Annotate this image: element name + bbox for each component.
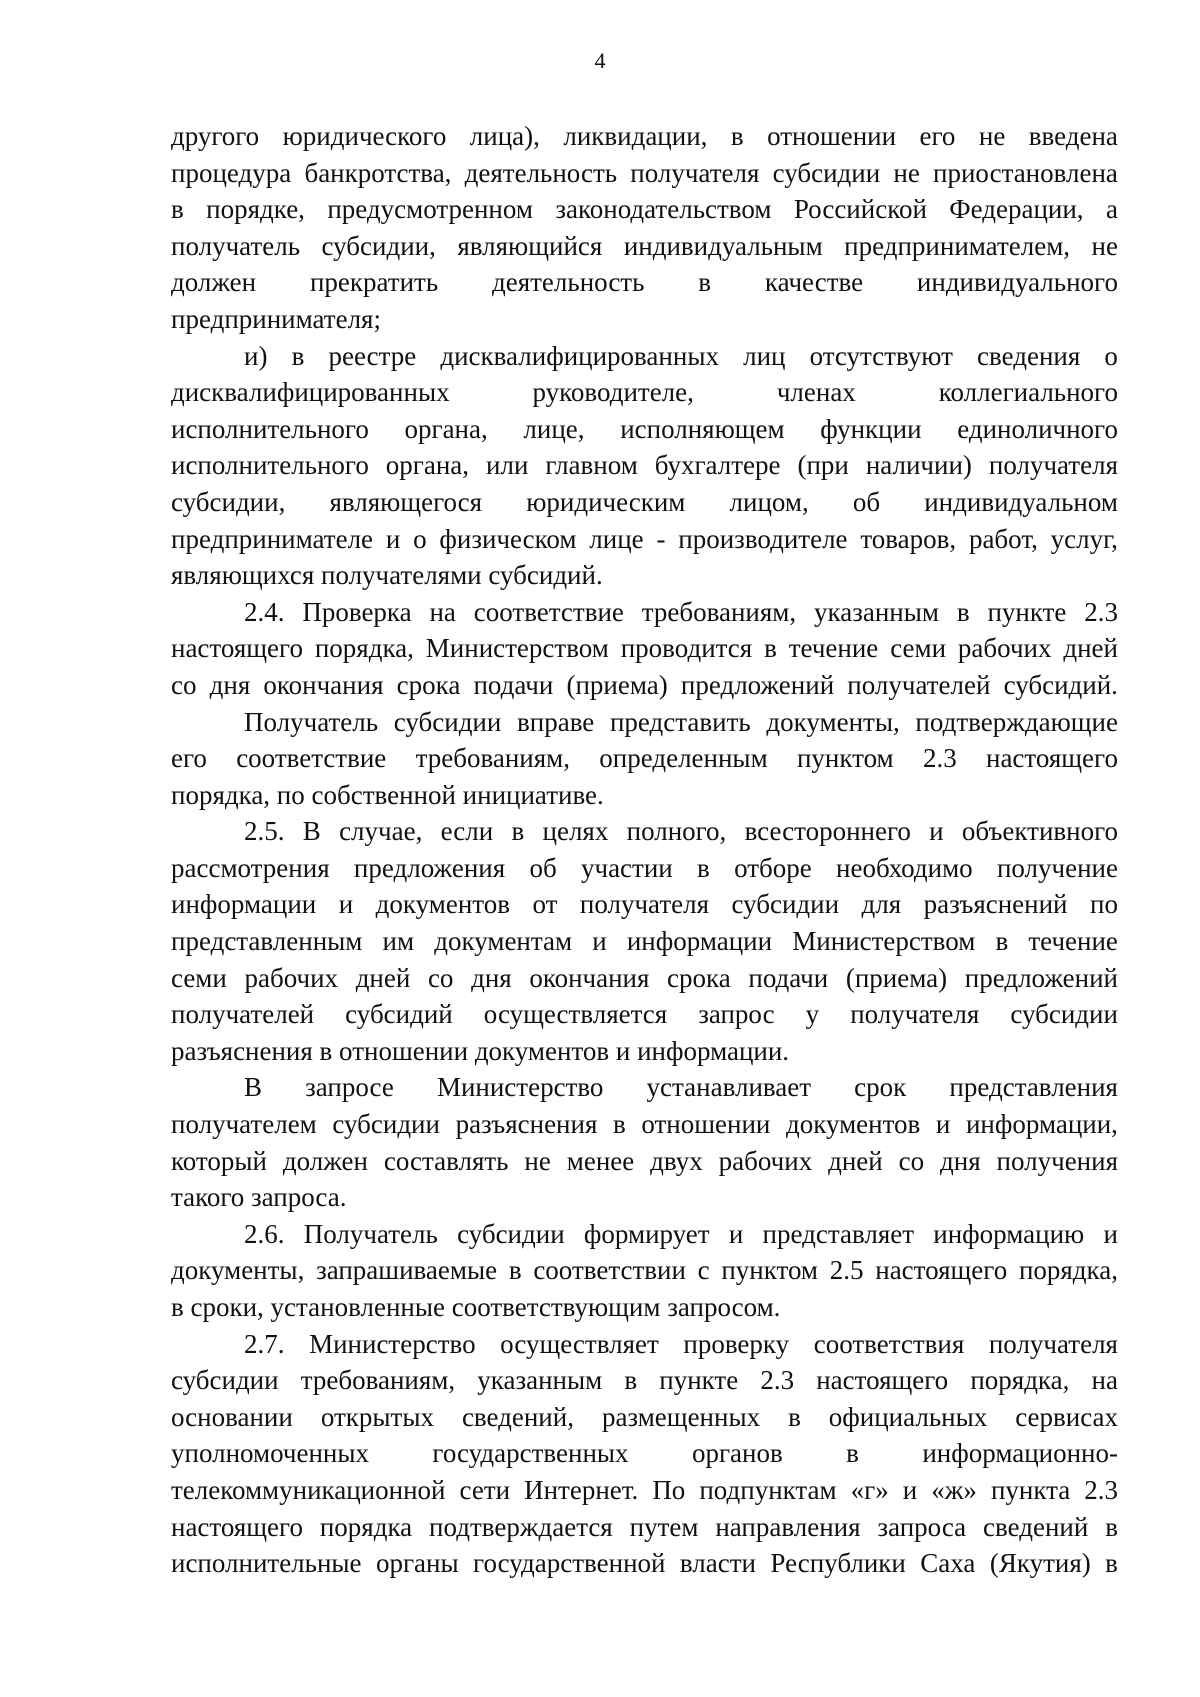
paragraph-clause-2-4-b xyxy=(171,704,1118,814)
text-line: получателем субсидии разъяснения в отношении документов и информации, xyxy=(171,1109,1118,1140)
text-line: уполномоченных государственных органов в информационно- xyxy=(171,1438,1118,1469)
text-line: являющихся получателями субсидий. xyxy=(171,560,603,591)
text-line: телекоммуникационной сети Интернет. По подпунктам «г» и «ж» пункта 2.3 xyxy=(171,1474,1118,1505)
text-line: порядка, по собственной инициативе. xyxy=(171,779,604,810)
text-line: документы, запрашиваемые в соответствии с пунктом 2.5 настоящего порядка, xyxy=(171,1255,1118,1286)
text-line: настоящего порядка, Министерством проводится в течение семи рабочих дней xyxy=(171,633,1118,664)
paragraph-clause-2-5 xyxy=(171,813,1118,1069)
text-line: субсидии требованиям, указанным в пункте 2.3 настоящего порядка, на xyxy=(171,1365,1118,1396)
text-line: 2.4. Проверка на соответствие требованиям, указанным в пункте 2.3 xyxy=(244,596,1118,627)
text-line: субсидии, являющегося юридическим лицом, об индивидуальном xyxy=(171,486,1118,517)
text-line: получатель субсидии, являющийся индивидуальным предпринимателем, не xyxy=(171,230,1118,261)
text-line: со дня окончания срока подачи (приема) предложений получателей субсидий. xyxy=(171,669,1118,700)
text-line: исполнительного органа, лице, исполняющем функции единоличного xyxy=(171,413,1118,444)
document-body xyxy=(171,118,1118,1582)
paragraph-clause-2-4 xyxy=(171,594,1118,704)
text-line: представленным им документам и информации Министерством в течение xyxy=(171,926,1118,957)
text-line: процедура банкротства, деятельность получателя субсидии не приостановлена xyxy=(171,157,1118,188)
text-line: должен прекратить деятельность в качестве индивидуального xyxy=(171,267,1118,298)
text-line: другого юридического лица), ликвидации, в отношении его не введена xyxy=(171,121,1118,151)
text-line: исполнительные органы государственной власти Республики Саха (Якутия) в xyxy=(171,1548,1118,1579)
text-line: предпринимателя; xyxy=(171,303,381,334)
text-line: разъяснения в отношении документов и информации. xyxy=(171,1035,790,1066)
text-line: в порядке, предусмотренном законодательством Российской Федерации, а xyxy=(171,194,1118,225)
text-line: информации и документов от получателя субсидии для разъяснений по xyxy=(171,889,1118,920)
text-line: семи рабочих дней со дня окончания срока подачи (приема) предложений xyxy=(171,962,1118,993)
text-line: основании открытых сведений, размещенных в официальных сервисах xyxy=(171,1401,1118,1432)
text-line: Получатель субсидии вправе представить документы, подтверждающие xyxy=(244,706,1118,737)
text-line: и) в реестре дисквалифицированных лиц отсутствуют сведения о xyxy=(244,340,1118,371)
text-line: получателей субсидий осуществляется запрос у получателя субсидии xyxy=(171,999,1118,1030)
paragraph-continuation xyxy=(171,118,1118,338)
text-line: такого запроса. xyxy=(171,1182,347,1213)
paragraph-item-i xyxy=(171,338,1118,594)
text-line: 2.6. Получатель субсидии формирует и представляет информацию и xyxy=(244,1218,1118,1249)
text-line: 2.5. В случае, если в целях полного, всестороннего и объективного xyxy=(244,816,1118,847)
text-line: который должен составлять не менее двух рабочих дней со дня получения xyxy=(171,1145,1118,1176)
text-line: настоящего порядка подтверждается путем направления запроса сведений в xyxy=(171,1511,1118,1542)
paragraph-clause-2-7 xyxy=(171,1326,1118,1582)
paragraph-clause-2-5-b xyxy=(171,1069,1118,1215)
page-number: 4 xyxy=(594,48,606,73)
text-line: рассмотрения предложения об участии в отборе необходимо получение xyxy=(171,852,1118,883)
paragraph-clause-2-6 xyxy=(171,1216,1118,1326)
text-line: его соответствие требованиям, определенным пунктом 2.3 настоящего xyxy=(171,743,1118,774)
text-line: предпринимателе и о физическом лице - производителе товаров, работ, услуг, xyxy=(171,523,1118,554)
text-line: в сроки, установленные соответствующим запросом. xyxy=(171,1292,781,1322)
text-line: 2.7. Министерство осуществляет проверку соответствия получателя xyxy=(244,1328,1118,1359)
text-line: дисквалифицированных руководителе, членах коллегиального xyxy=(171,377,1118,408)
text-line: В запросе Министерство устанавливает срок представления xyxy=(244,1072,1118,1103)
text-line: исполнительного органа, или главном бухгалтере (при наличии) получателя xyxy=(171,450,1118,481)
